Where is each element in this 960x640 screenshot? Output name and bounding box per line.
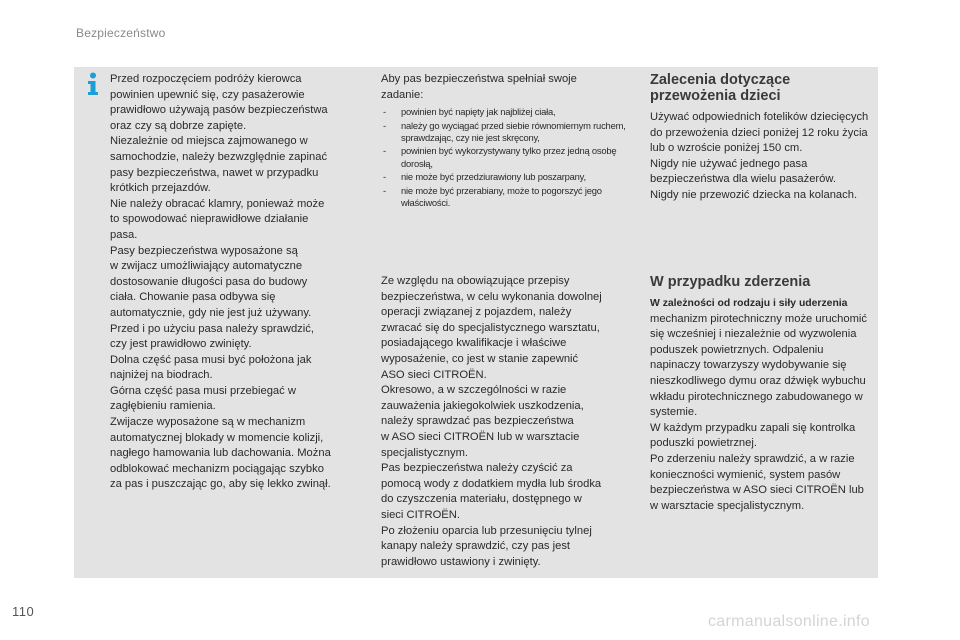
column-belt-requirements xyxy=(381,72,631,568)
child-transport-text: Używać odpowiednich fotelików dziecięcych do przewożenia dzieci poniżej 12 roku życia lub o wzroście poniżej 150 cm. Nigdy nie używać jednego pasa bezpieczeństwa dla wielu pasażerów. Nigdy nie przewozić dziecka na kolanach. xyxy=(650,111,869,201)
list-item: - nie może być przedziurawiony lub poszarpany, xyxy=(381,171,631,183)
list-item: - powinien być napięty jak najbliżej ciała, xyxy=(381,106,631,118)
list-item: - należy go wyciągać przed siebie równomiernym ruchem, sprawdzając, czy nie jest skręcony, xyxy=(381,120,631,145)
heading-child-transport: Zalecenia dotyczące przewożenia dzieci xyxy=(650,72,791,104)
heading-collision: W przypadku zderzenia xyxy=(650,274,811,290)
requirements-list xyxy=(381,106,631,209)
column-children-collision xyxy=(650,72,870,512)
info-icon xyxy=(86,72,100,96)
service-text-block xyxy=(381,274,631,570)
page-number: 110 xyxy=(12,604,35,619)
watermark: carmanualsonline.info xyxy=(708,613,870,630)
list-item: - powinien być wykorzystywany tylko przez jedną osobę dorosłą, xyxy=(381,145,631,170)
requirements-intro: Aby pas bezpieczeństwa spełniał swoje zadanie: xyxy=(381,73,577,101)
column-belt-usage xyxy=(110,72,360,493)
collision-text-block xyxy=(650,296,880,514)
belt-usage-text: Przed rozpoczęciem podróży kierowca powinien upewnić się, czy pasażerowie prawidłowo używają pasów bezpieczeństwa oraz czy są dobrze zapięte. Niezależnie od miejsca zajmowanego w samochodzie, należy bezwzględnie zapinać pasy bezpieczeństwa, nawet w przypadku krótkich przejazdów. Nie należy obracać klamry, ponieważ może to spowodować nieprawidłowe działanie pasa. Pasy bezpieczeństwa wyposażone są w zwijacz umożliwiający automatyczne dostosowanie długości pasa do budowy ciała. Chowanie pasa odbywa się automatycznie, gdy nie jest już używany. Przed i po użyciu pasa należy sprawdzić, czy jest prawidłowo zwinięty. Dolna część pasa musi być położona jak najniżej na biodrach. Górna część pasa musi przebiegać w zagłębieniu ramienia. Zwijacze wyposażone są w mechanizm automatycznej blokady w momencie kolizji, nagłego hamowania lub dachowania. Można odblokować mechanizm pociągając szybko za pas i puszczając go, aby się lekko zwinął. xyxy=(110,73,331,491)
section-title: Bezpieczeństwo xyxy=(76,26,166,40)
collision-lead: W zależności od rodzaju i siły uderzenia xyxy=(650,298,848,309)
service-text: Ze względu na obowiązujące przepisy bezpieczeństwa, w celu wykonania dowolnej operacji związanej z pojazdem, należy zwracać się do specjalistycznego warsztatu, posiadającego kwalifikacje i właściwe wyposażenie, co jest w stanie zapewnić ASO sieci CITROËN. Okresowo, a w szczególności w razie zauważenia jakiegokolwiek uszkodzenia, należy sprawdzać pas bezpieczeństwa w ASO sieci CITROËN lub w warsztacie specjalistycznym. Pas bezpieczeństwa należy czyścić za pomocą wody z dodatkiem mydła lub środka do czyszczenia materiału, dostępnego w sieci CITROËN. Po złożeniu oparcia lub przesunięciu tylnej kanapy należy sprawdzić, czy pas jest prawidłowo ustawiony i zwinięty. xyxy=(381,275,602,568)
collision-text: mechanizm pirotechniczny może uruchomić się wcześniej i niezależnie od wyzwolenia poduszek powietrznych. Odpaleniu napinaczy towarzyszy wydobywanie się nieszkodliwego dymu oraz dźwięk wybuchu wkładu pirotechnicznego zabudowanego w systemie. W każdym przypadku zapali się kontrolka poduszki powietrznej. Po zderzeniu należy sprawdzić, a w razie konieczności wymienić, system pasów bezpieczeństwa w ASO sieci CITROËN lub w warsztacie specjalistycznym. xyxy=(650,312,867,512)
list-item: - nie może być przerabiany, może to pogorszyć jego właściwości. xyxy=(381,185,631,210)
